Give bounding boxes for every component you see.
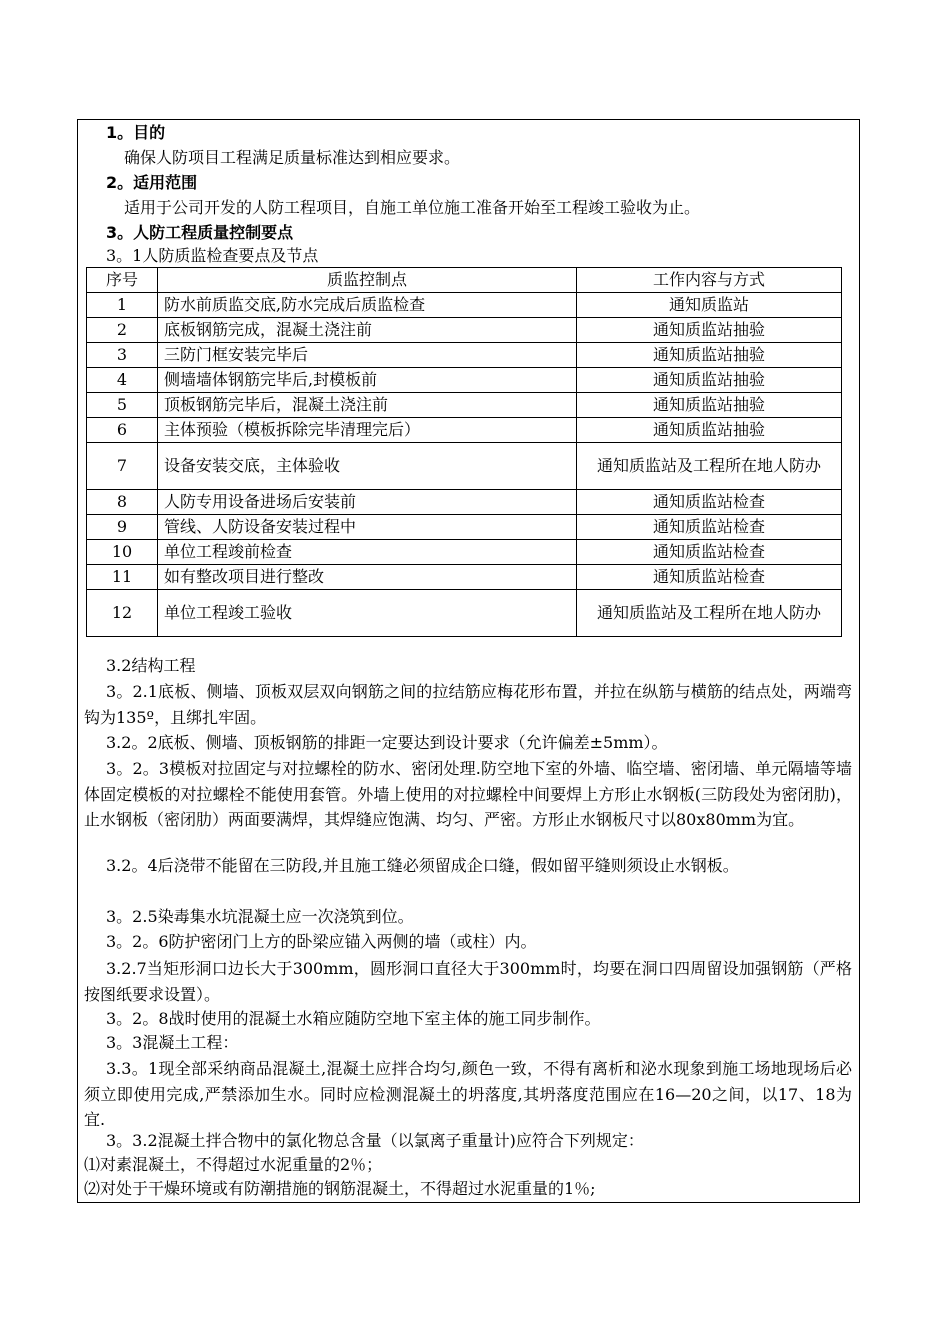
section-1-title: 1。目的: [106, 123, 166, 142]
row-no: 10: [87, 540, 158, 565]
table-row: [87, 418, 842, 443]
table-header-row: [87, 268, 842, 293]
row-point: 设备安装交底，主体验收: [158, 443, 577, 490]
row-work: 通知质监站及工程所在地人防办: [577, 443, 842, 490]
header-no: 序号: [87, 268, 158, 293]
row-no: 4: [87, 368, 158, 393]
row-point: 底板钢筋完成，混凝土浇注前: [158, 318, 577, 343]
section-3-3-title: 3。3混凝土工程：: [106, 1033, 239, 1052]
paragraph-3-3-2-item-1: ⑴对素混凝土，不得超过水泥重量的2％；: [84, 1155, 383, 1174]
table-row: [87, 565, 842, 590]
row-work: 通知质监站检查: [577, 540, 842, 565]
section-2-title: 2。适用范围: [106, 173, 198, 192]
table-row: [87, 368, 842, 393]
row-point: 侧墙墙体钢筋完毕后,封模板前: [158, 368, 577, 393]
row-no: 2: [87, 318, 158, 343]
row-work: 通知质监站检查: [577, 490, 842, 515]
row-no: 6: [87, 418, 158, 443]
row-point: 三防门框安装完毕后: [158, 343, 577, 368]
row-work: 通知质监站及工程所在地人防办: [577, 590, 842, 637]
paragraph-3-2-3: 3。2。3模板对拉固定与对拉螺栓的防水、密闭处理.防空地下室的外墙、临空墙、密闭墙、单元隔墙等墙体固定模板的对拉螺栓不能使用套管。外墙上使用的对拉螺栓中间要焊上方形止水钢板(三防段处为密闭肋)，止水钢板（密闭肋）两面要满焊，其焊缝应饱满、均匀、严密。方形止水钢板尺寸以80x80mm为宜。: [84, 759, 852, 830]
paragraph-3-2-5: 3。2.5染毒集水坑混凝土应一次浇筑到位。: [106, 907, 414, 926]
row-work: 通知质监站抽验: [577, 393, 842, 418]
row-point: 管线、人防设备安装过程中: [158, 515, 577, 540]
row-no: 1: [87, 293, 158, 318]
paragraph-3-3-2-item-2: ⑵对处于干燥环境或有防潮措施的钢筋混凝土，不得超过水泥重量的1％;: [84, 1179, 596, 1198]
paragraph-3-2-2: 3.2。2底板、侧墙、顶板钢筋的排距一定要达到设计要求（允许偏差±5mm）。: [106, 733, 668, 752]
table-row: [87, 343, 842, 368]
table-row: [87, 293, 842, 318]
row-work: 通知质监站抽验: [577, 318, 842, 343]
row-work: 通知质监站检查: [577, 565, 842, 590]
section-3-title: 3。人防工程质量控制要点: [106, 223, 294, 242]
row-no: 11: [87, 565, 158, 590]
table-row: [87, 540, 842, 565]
row-no: 5: [87, 393, 158, 418]
row-point: 主体预验（模板拆除完毕清理完后）: [158, 418, 577, 443]
row-point: 人防专用设备进场后安装前: [158, 490, 577, 515]
table-row: [87, 318, 842, 343]
header-point: 质监控制点: [158, 268, 577, 293]
paragraph-3-2-1: 3。2.1底板、侧墙、顶板双层双向钢筋之间的拉结筋应梅花形布置，并拉在纵筋与横筋的结点处，两端弯钩为135º，且绑扎牢固。: [84, 682, 852, 727]
row-work: 通知质监站: [577, 293, 842, 318]
table-row: [87, 393, 842, 418]
paragraph-3-2-8: 3。2。8战时使用的混凝土水箱应随防空地下室主体的施工同步制作。: [106, 1009, 601, 1028]
table-row: [87, 515, 842, 540]
row-no: 7: [87, 443, 158, 490]
row-no: 3: [87, 343, 158, 368]
row-point: 单位工程竣前检查: [158, 540, 577, 565]
row-work: 通知质监站抽验: [577, 343, 842, 368]
table-row: [87, 490, 842, 515]
paragraph-3-2-7: 3.2.7当矩形洞口边长大于300mm，圆形洞口直径大于300mm时，均要在洞口四周留设加强钢筋（严格按图纸要求设置）。: [84, 959, 852, 1004]
section-3-2-title: 3.2结构工程: [106, 656, 196, 675]
paragraph-3-3-2: 3。3.2混凝土拌合物中的氯化物总含量（以氯离子重量计)应符合下列规定：: [106, 1131, 644, 1150]
row-point: 防水前质监交底,防水完成后质监检查: [158, 293, 577, 318]
row-work: 通知质监站抽验: [577, 368, 842, 393]
row-no: 8: [87, 490, 158, 515]
paragraph-3-2-4: 3.2。4后浇带不能留在三防段,并且施工缝必须留成企口缝，假如留平缝则须设止水钢板。: [106, 856, 739, 875]
section-2-text: 适用于公司开发的人防工程项目，自施工单位施工准备开始至工程竣工验收为止。: [124, 198, 701, 217]
row-point: 顶板钢筋完毕后，混凝土浇注前: [158, 393, 577, 418]
section-3-1-title: 3。1人防质监检查要点及节点: [106, 246, 319, 265]
inspection-table: [86, 267, 842, 637]
row-point: 单位工程竣工验收: [158, 590, 577, 637]
section-1-text: 确保人防项目工程满足质量标准达到相应要求。: [124, 148, 461, 167]
table-row: [87, 443, 842, 490]
row-work: 通知质监站抽验: [577, 418, 842, 443]
row-work: 通知质监站检查: [577, 515, 842, 540]
paragraph-3-3-1: 3.3。1现全部采纳商品混凝土,混凝土应拌合均匀,颜色一致，不得有离析和泌水现象到施工场地现场后必须立即使用完成,严禁添加生水。同时应检测混凝土的坍落度,其坍落度范围应在16—20之间，以17、18为宜.: [84, 1059, 852, 1130]
table-row: [87, 590, 842, 637]
row-no: 9: [87, 515, 158, 540]
header-work: 工作内容与方式: [577, 268, 842, 293]
row-no: 12: [87, 590, 158, 637]
row-point: 如有整改项目进行整改: [158, 565, 577, 590]
paragraph-3-2-6: 3。2。6防护密闭门上方的卧梁应锚入两侧的墙（或柱）内。: [106, 932, 537, 951]
